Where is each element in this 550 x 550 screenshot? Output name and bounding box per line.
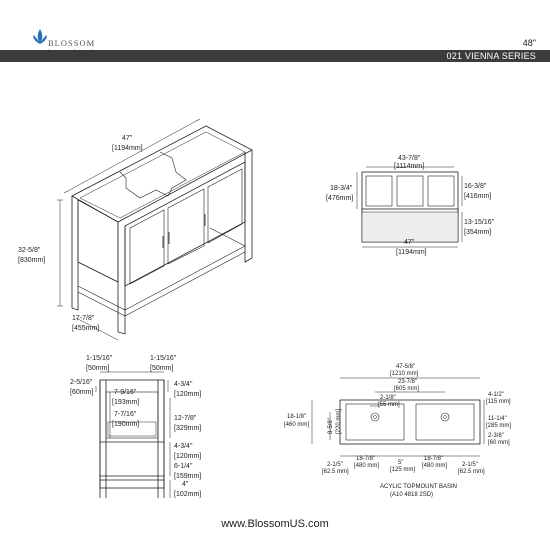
side-j: 4" <box>182 481 189 488</box>
basin-mid: 5" <box>398 460 404 466</box>
basin-right-edge-mm: [62.5 mm] <box>458 469 485 475</box>
front-width-mm: [1194mm] <box>396 249 427 256</box>
isometric-view <box>57 119 252 340</box>
iso-height-label: 32-5/8" <box>18 247 41 254</box>
side-g: 12-7/8" <box>174 415 197 422</box>
basin-mid-mm: [125 mm] <box>390 467 416 473</box>
side-d: 4-3/4" <box>174 381 193 388</box>
front-right-height-mm: [416mm] <box>464 193 492 200</box>
front-left-height-mm: [476mm] <box>326 195 354 202</box>
basin-caption: ACYLIC TOPMOUNT BASIN <box>380 484 458 490</box>
iso-width-label: 47" <box>122 135 133 142</box>
side-i-mm: [159mm] <box>174 473 202 480</box>
side-g-mm: [329mm] <box>174 425 202 432</box>
iso-depth-mm: [455mm] <box>72 325 100 332</box>
basin-left-edge: 2-1/5" <box>327 462 343 468</box>
basin-bowl-mm: [285 mm] <box>486 423 512 429</box>
basin-bottom: 2-3/8" <box>488 433 504 439</box>
front-right-height: 16-3/8" <box>464 183 487 190</box>
front-bottom-height: 13-15/16" <box>464 219 495 226</box>
brand-name: BLOSSOM <box>48 38 96 48</box>
iso-depth-label: 17-7/8" <box>72 315 95 322</box>
basin-bowl: 11-1/4" <box>488 416 507 422</box>
side-e: 7-9/16" <box>114 389 137 396</box>
side-c-mm: [60mm] <box>70 389 94 396</box>
basin-right-bowl: 18-7/8" <box>424 456 444 462</box>
side-h-mm: [120mm] <box>174 453 202 460</box>
basin-c2c: 23-7/8" <box>398 379 418 385</box>
basin-tap-mm: [55 mm] <box>378 402 400 408</box>
website-url[interactable]: www.BlossomUS.com <box>221 518 329 530</box>
side-i: 6-1/4" <box>174 463 193 470</box>
basin-left-bowl-mm: [480 mm] <box>354 463 380 469</box>
side-d-mm: [120mm] <box>174 391 202 398</box>
basin-inner-mm: [220 mm] <box>336 408 342 434</box>
series-name: 021 VIENNA SERIES <box>446 51 536 61</box>
front-view <box>357 167 462 247</box>
vanity-size: 48" <box>522 38 536 48</box>
basin-top-mm: [115 mm] <box>486 399 511 405</box>
basin-model: (A10 4818 2SD) <box>390 492 434 498</box>
basin-right-bowl-mm: [480 mm] <box>422 463 448 469</box>
iso-width-mm: [1194mm] <box>112 145 143 152</box>
side-e-mm: [193mm] <box>112 399 140 406</box>
side-c: 2-5/16" <box>70 379 93 386</box>
front-bottom-height-mm: [354mm] <box>464 229 492 236</box>
side-a: 1-15/16" <box>86 355 113 362</box>
side-b: 1-15/16" <box>150 355 177 362</box>
side-b-mm: [50mm] <box>150 365 174 372</box>
side-a-mm: [50mm] <box>86 365 110 372</box>
basin-bottom-mm: [60 mm] <box>488 440 510 446</box>
basin-width-mm: [1210 mm] <box>390 371 419 377</box>
basin-inner: 8-5/8" <box>328 418 334 434</box>
basin-right-edge: 2-1/5" <box>462 462 478 468</box>
front-width: 47" <box>404 239 415 246</box>
front-drawer-width: 43-7/8" <box>398 155 421 162</box>
basin-depth: 18-1/8" <box>287 414 307 420</box>
iso-height-mm: [830mm] <box>18 257 46 264</box>
basin-left-edge-mm: [62.5 mm] <box>322 469 349 475</box>
front-left-height: 18-3/4" <box>330 185 353 192</box>
basin-c2c-mm: [605 mm] <box>394 386 420 392</box>
side-f-mm: [190mm] <box>112 421 140 428</box>
side-f: 7-7/16" <box>114 411 137 418</box>
basin-width: 47-5/8" <box>396 364 416 370</box>
side-j-mm: [102mm] <box>174 491 202 498</box>
basin-left-bowl: 18-7/8" <box>356 456 376 462</box>
side-h: 4-3/4" <box>174 443 193 450</box>
basin-depth-mm: [460 mm] <box>284 422 310 428</box>
basin-top: 4-1/2" <box>488 392 504 398</box>
basin-tap: 2-1/8" <box>380 395 396 401</box>
front-drawer-width-mm: [1114mm] <box>394 163 425 170</box>
